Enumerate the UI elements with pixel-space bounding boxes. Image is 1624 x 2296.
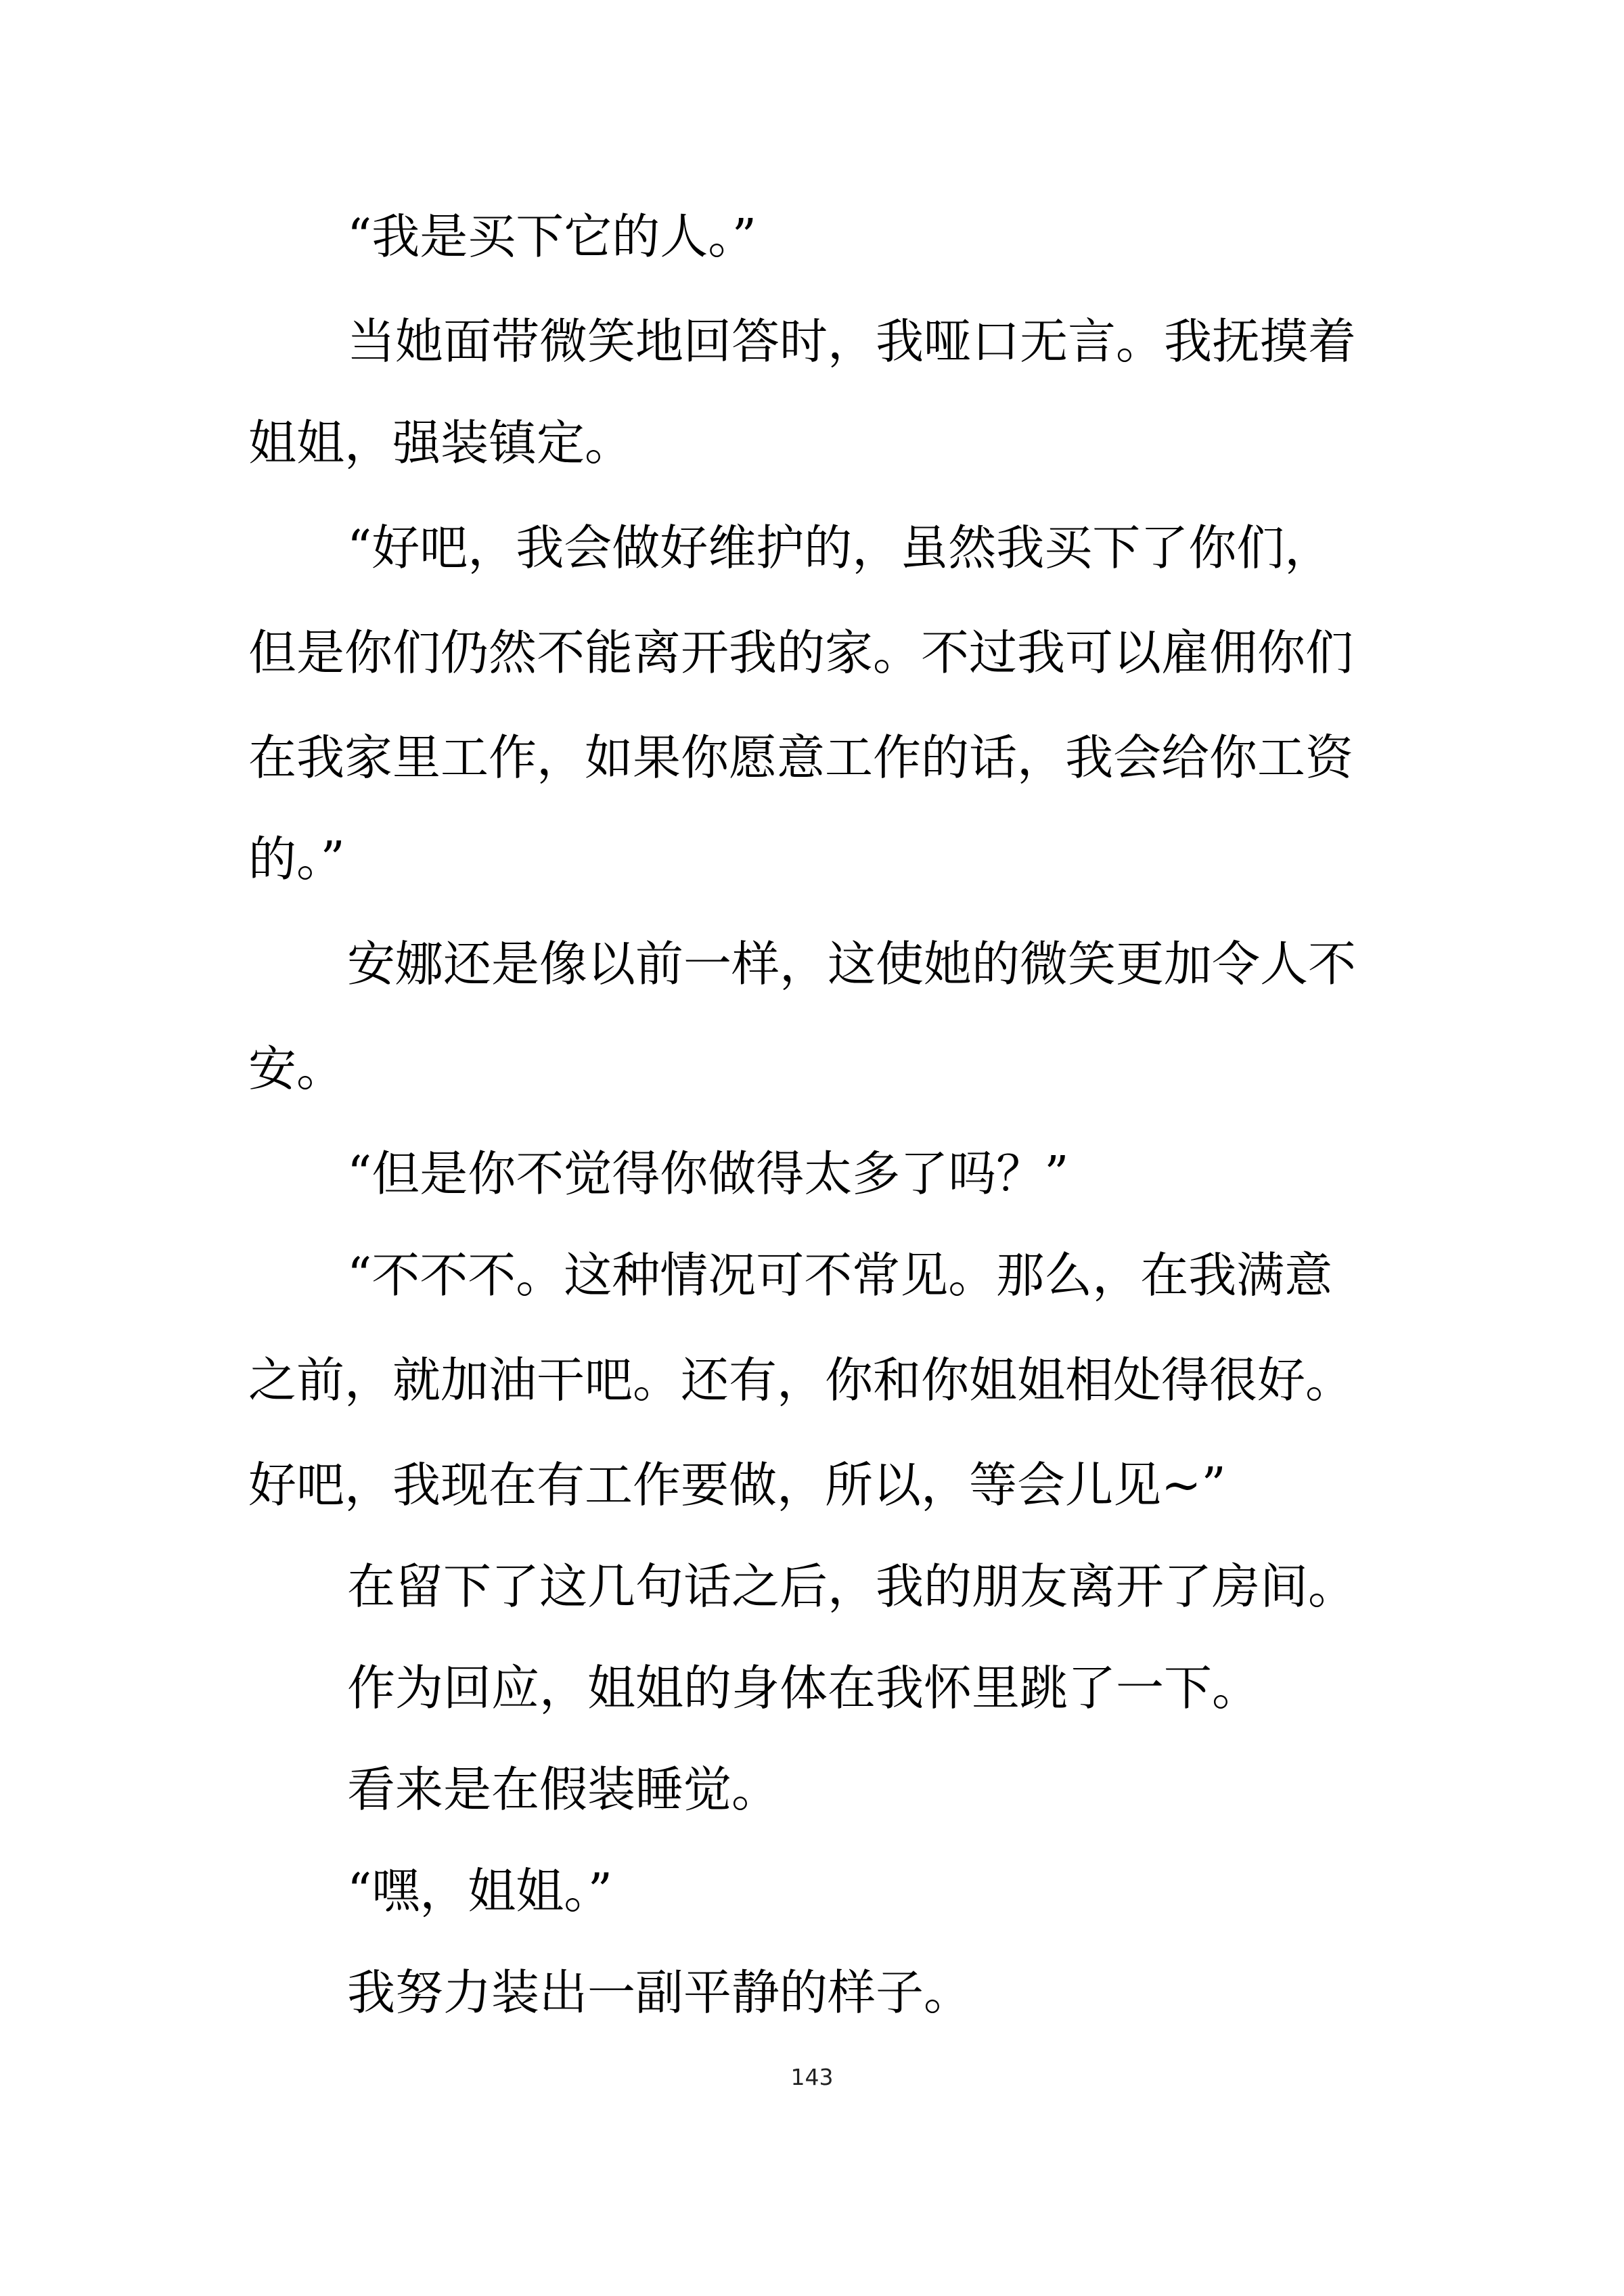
text-line: “嘿，姐姐。” xyxy=(347,1863,613,1919)
text-line: 之前，就加油干吧。还有，你和你姐姐相处得很好。 xyxy=(248,1352,1354,1408)
text-line: 安娜还是像以前一样，这使她的微笑更加令人不 xyxy=(347,936,1357,992)
text-line: 在我家里工作，如果你愿意工作的话，我会给你工资 xyxy=(248,729,1354,786)
text-line: 好吧，我现在有工作要做，所以，等会儿见~” xyxy=(248,1457,1226,1513)
text-line: 当她面带微笑地回答时，我哑口无言。我抚摸着 xyxy=(347,313,1357,369)
text-line: 看来是在假装睡觉。 xyxy=(347,1761,780,1818)
text-line: 我努力装出一副平静的样子。 xyxy=(347,1964,972,2021)
text-line: “但是你不觉得你做得太多了吗？” xyxy=(347,1146,1069,1202)
text-line: 作为回应，姐姐的身体在我怀里跳了一下。 xyxy=(347,1660,1261,1716)
text-line: 在留下了这几句话之后，我的朋友离开了房间。 xyxy=(347,1558,1357,1615)
text-line: “好吧，我会做好维护的，虽然我买下了你们， xyxy=(347,520,1333,576)
text-line: “不不不。这种情况可不常见。那么，在我满意 xyxy=(347,1247,1333,1303)
text-line: 但是你们仍然不能离开我的家。不过我可以雇佣你们 xyxy=(248,625,1354,681)
text-line: 的。” xyxy=(248,831,345,887)
page-number: 143 xyxy=(790,2064,834,2090)
text-line: “我是买下它的人。” xyxy=(347,208,757,265)
text-line: 安。 xyxy=(248,1041,345,1097)
text-line: 姐姐，强装镇定。 xyxy=(248,415,633,471)
